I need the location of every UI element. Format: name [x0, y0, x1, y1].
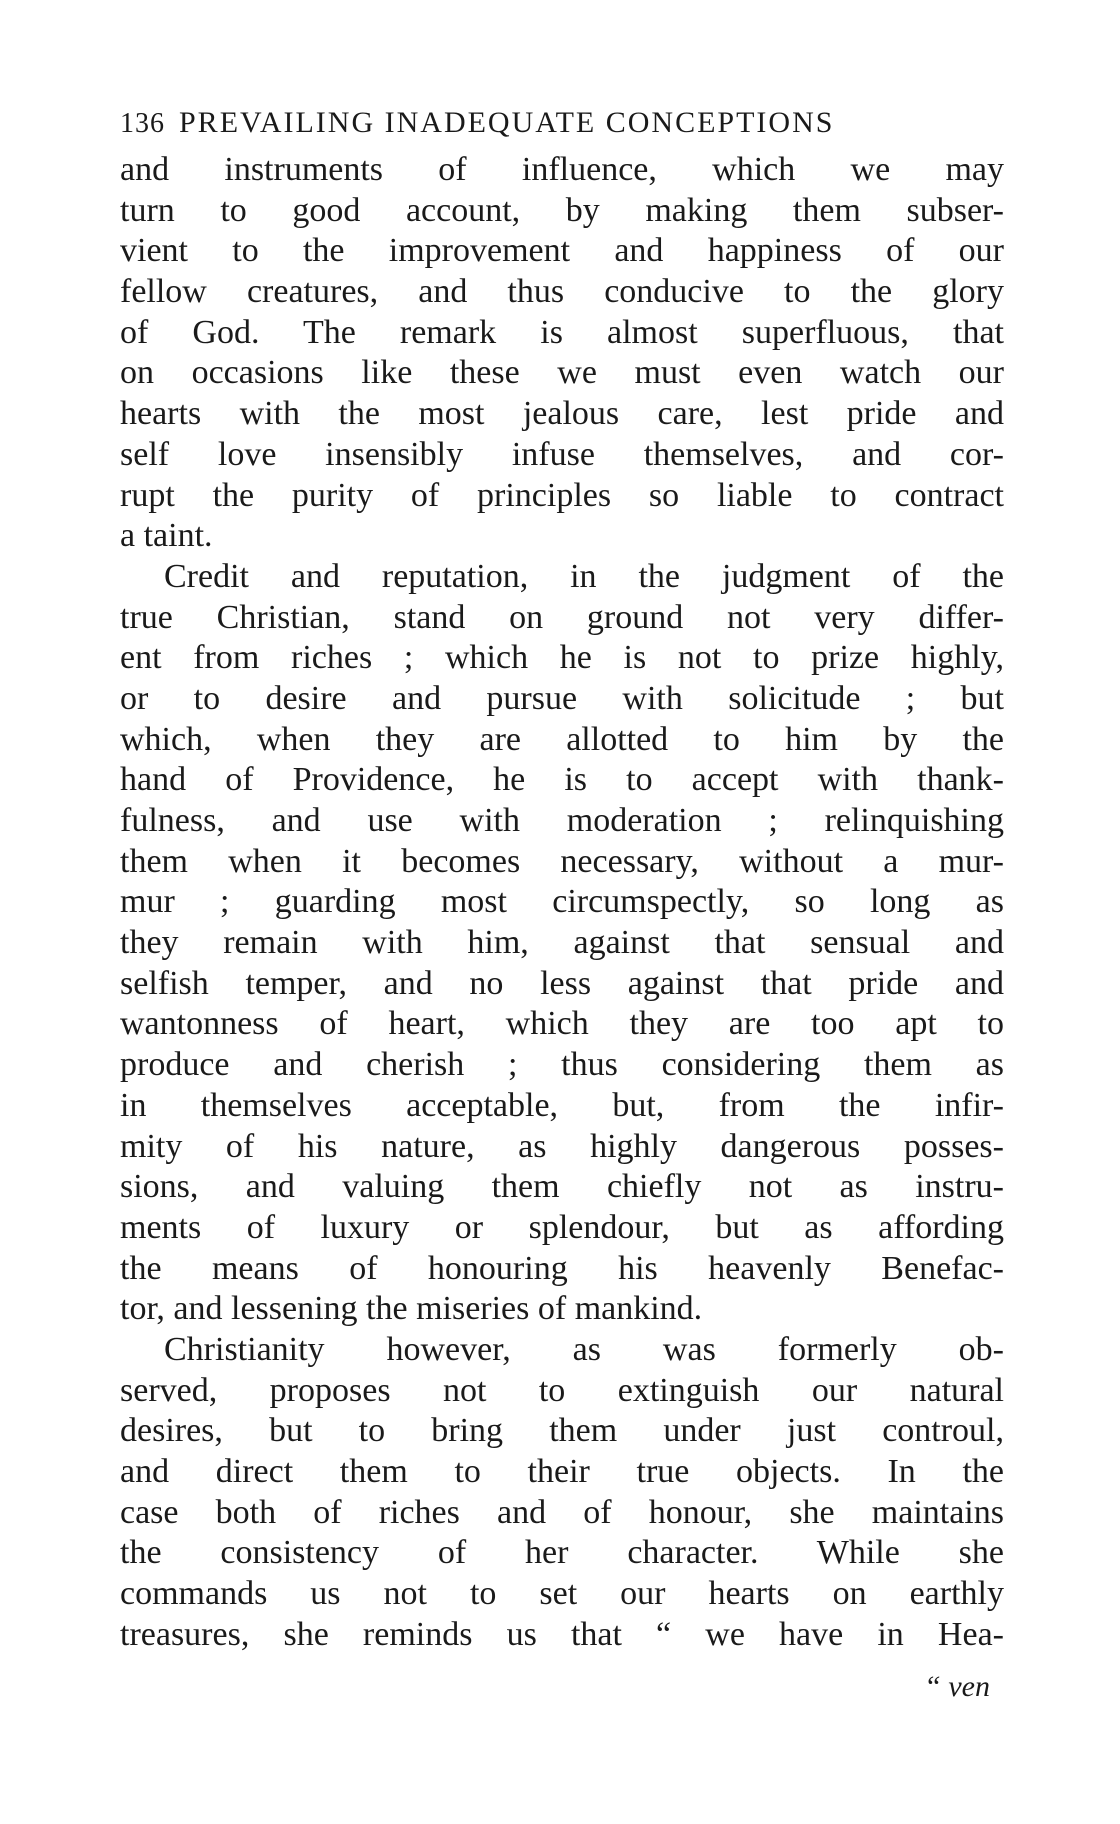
- text-line: hearts with the most jealous care, lest pride and: [120, 395, 1004, 433]
- text-line: rupt the purity of principles so liable to contract: [120, 476, 1004, 514]
- text-line: vient to the improvement and happiness of our: [120, 232, 1004, 270]
- text-line: wantonness of heart, which they are too apt to: [120, 1005, 1004, 1043]
- text-line: mur ; guarding most circumspectly, so long as: [120, 883, 1004, 921]
- text-line: true Christian, stand on ground not very differ-: [120, 598, 1004, 636]
- text-line: ments of luxury or splendour, but as affording: [120, 1208, 1004, 1246]
- text-line: served, proposes not to extinguish our natural: [120, 1371, 1004, 1409]
- text-line: Christianity however, as was formerly ob-: [164, 1330, 1004, 1368]
- text-line: case both of riches and of honour, she maintains: [120, 1493, 1004, 1531]
- text-line: or to desire and pursue with solicitude ; but: [120, 679, 1004, 717]
- text-line: treasures, she reminds us that “ we have in Hea-: [120, 1615, 1004, 1653]
- text-line: them when it becomes necessary, without a mur-: [120, 842, 1004, 880]
- text-line: mity of his nature, as highly dangerous posses-: [120, 1127, 1004, 1165]
- text-line: they remain with him, against that sensual and: [120, 924, 1004, 962]
- text-line: sions, and valuing them chiefly not as instru-: [120, 1168, 1004, 1206]
- body-text: [120, 150, 1004, 1655]
- text-line: hand of Providence, he is to accept with thank-: [120, 761, 1004, 799]
- text-line: in themselves acceptable, but, from the infir-: [120, 1086, 1004, 1124]
- text-line: and instruments of influence, which we may: [120, 151, 1004, 188]
- text-line: ent from riches ; which he is not to prize highly,: [120, 639, 1004, 677]
- catchword: “ ven: [924, 1670, 990, 1704]
- text-line: a taint.: [120, 517, 213, 555]
- text-line: the consistency of her character. While she: [120, 1534, 1004, 1572]
- text-line: of God. The remark is almost superfluous, that: [120, 313, 1004, 351]
- text-line: commands us not to set our hearts on earthly: [120, 1575, 1004, 1613]
- running-title: PREVAILING INADEQUATE CONCEPTIONS: [179, 106, 835, 139]
- page-number: 136: [120, 108, 165, 139]
- text-line: and direct them to their true objects. In the: [120, 1453, 1004, 1490]
- book-page: [120, 106, 1004, 1709]
- text-line: turn to good account, by making them subser-: [120, 191, 1004, 229]
- text-line: tor, and lessening the miseries of mankind.: [120, 1290, 703, 1328]
- text-line: desires, but to bring them under just controul,: [120, 1412, 1004, 1450]
- page-header: [120, 106, 1004, 150]
- text-line: fellow creatures, and thus conducive to the glory: [120, 273, 1004, 311]
- text-line: produce and cherish ; thus considering them as: [120, 1046, 1004, 1084]
- text-line: selfish temper, and no less against that pride and: [120, 964, 1004, 1002]
- text-line: the means of honouring his heavenly Benefac-: [120, 1249, 1004, 1287]
- text-line: on occasions like these we must even watch our: [120, 354, 1004, 392]
- text-line: which, when they are allotted to him by the: [120, 720, 1004, 758]
- text-line: Credit and reputation, in the judgment of the: [164, 557, 1004, 595]
- text-line: fulness, and use with moderation ; relinquishing: [120, 802, 1004, 839]
- text-line: self love insensibly infuse themselves, and cor-: [120, 435, 1004, 473]
